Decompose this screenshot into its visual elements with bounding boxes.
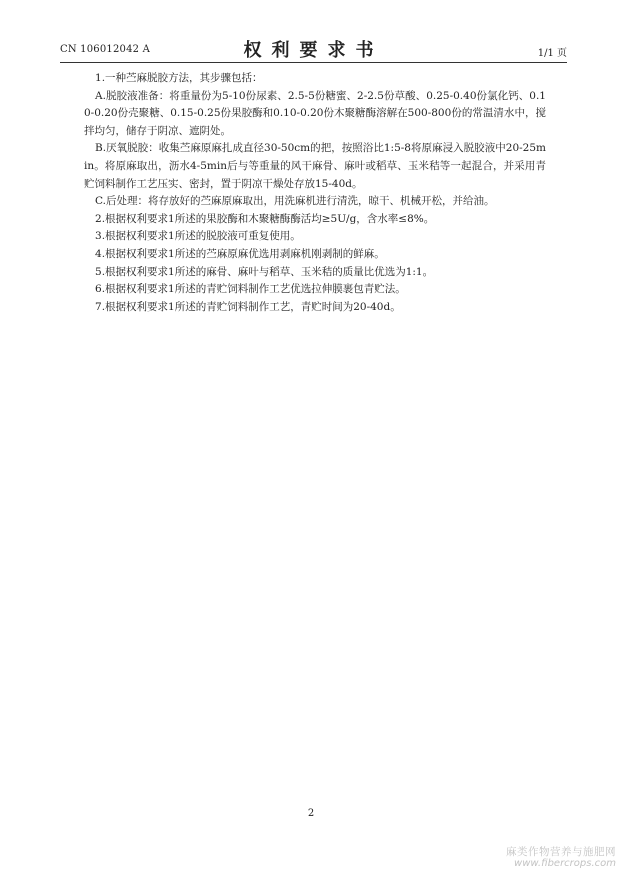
page-number: 2 — [307, 808, 315, 819]
claim-1-intro: 1.一种苎麻脱胶方法，其步骤包括： — [95, 72, 263, 84]
claim-1-step-c: C.后处理：将存放好的苎麻原麻取出，用洗麻机进行清洗，晾干、机械开松，并给油。 — [95, 195, 495, 208]
claim-3: 3.根据权利要求1所述的脱胶液可重复使用。 — [95, 230, 301, 243]
document-header — [60, 36, 567, 62]
claim-1-step-a: A.脱胶液准备：将重量份为5-10份尿素、2.5-5份糖蜜、2-2.5份草酸、0.25-0.40份氯化钙、0.10-0.20份壳聚糖、0.15-0.25份果胶酶和0.10-0.20份木聚糖酶溶解在500-800份的常温清水中，搅拌均匀，储存于阴凉、遮阴处。 — [84, 89, 546, 137]
document-title: 权利要求书 — [243, 40, 384, 61]
watermark-url: www.fibercrops.com — [514, 858, 616, 869]
header-divider — [60, 62, 567, 63]
claim-6: 6.根据权利要求1所述的青贮饲料制作工艺优选拉伸膜裹包青贮法。 — [95, 283, 406, 296]
claim-7: 7.根据权利要求1所述的青贮饲料制作工艺，青贮时间为20-40d。 — [95, 300, 401, 313]
watermark-site-name: 麻类作物营养与施肥网 — [506, 846, 616, 858]
site-watermark — [506, 846, 616, 870]
claim-1-step-b: B.厌氧脱胶：收集苎麻原麻扎成直径30-50cm的把，按照浴比1:5-8将原麻浸入脱胶液中20-25min。将原麻取出，沥水4-5min后与等重量的风干麻骨、麻叶或稻草、玉米秸等一起混合，并采用青贮饲料制作工艺压实、密封，置于阴凉干燥处存放15-40d。 — [84, 142, 546, 190]
claim-5: 5.根据权利要求1所述的麻骨、麻叶与稻草、玉米秸的质量比优选为1:1。 — [95, 265, 434, 278]
claim-2: 2.根据权利要求1所述的果胶酶和木聚糖酶酶活均≥5U/g，含水率≤8%。 — [95, 212, 435, 225]
publication-number: CN 106012042 A — [60, 44, 151, 55]
claims-body — [84, 70, 546, 316]
claim-4: 4.根据权利要求1所述的苎麻原麻优选用剥麻机刚剥制的鲜麻。 — [95, 247, 385, 260]
page-count: 1/1 页 — [537, 48, 567, 59]
